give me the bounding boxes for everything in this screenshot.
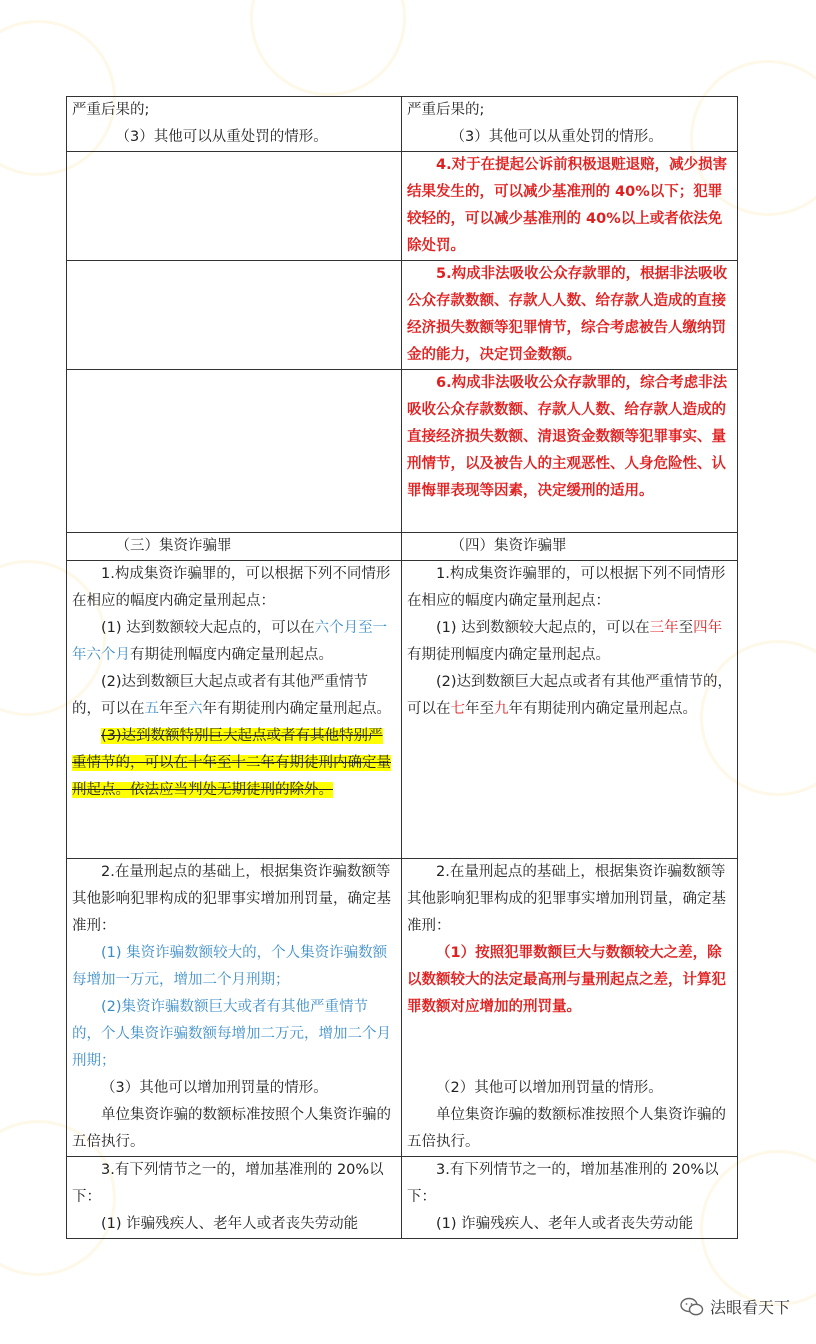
footer-account [680, 1295, 790, 1318]
text-span: 有期徒刑幅度内确定量刑起点。 [130, 647, 333, 663]
text-span: (1) 达到数额较大起点的，可以在 [101, 620, 315, 636]
text-paragraph: 1.构成集资诈骗罪的，可以根据下列不同情形在相应的幅度内确定量刑起点： [407, 566, 726, 609]
right-cell [402, 859, 738, 1157]
right-cell [402, 261, 738, 370]
text-span: 年有期徒刑内确定量刑起点。 [508, 701, 697, 717]
text-paragraph: (1) 诈骗残疾人、老年人或者丧失劳动能 [436, 1216, 694, 1232]
text-paragraph: 3.有下列情节之一的，增加基准刑的 20%以下： [407, 1162, 719, 1205]
added-text: 三年 [649, 620, 679, 636]
deleted-text: (3)达到数额特别巨大起点或者有其他特别严重情节的，可以在十年至十二年有期徒刑内确定量刑起点。依法应当判处无期徒刑的除外。 [72, 728, 391, 798]
text-line: 严重后果的; [72, 102, 150, 118]
changed-paragraph: (1) 集资诈骗数额较大的，个人集资诈骗数额每增加一万元，增加二个月刑期； [72, 945, 388, 988]
left-cell [67, 1157, 402, 1239]
right-cell [402, 152, 738, 261]
wechat-icon [680, 1297, 704, 1317]
right-cell [402, 370, 738, 533]
right-cell [402, 561, 738, 859]
right-cell [402, 97, 738, 152]
text-paragraph: 2.在量刑起点的基础上，根据集资诈骗数额等其他影响犯罪构成的犯罪事实增加刑罚量，确定基准刑： [407, 864, 726, 934]
table-row [67, 370, 738, 533]
blank-line [407, 1048, 733, 1075]
text-paragraph: 单位集资诈骗的数额标准按照个人集资诈骗的五倍执行。 [407, 1107, 726, 1150]
text-paragraph: 3.有下列情节之一的，增加基准刑的 20%以下： [72, 1162, 384, 1205]
text-span: (1) 达到数额较大起点的，可以在 [436, 620, 650, 636]
added-text: 四年 [693, 620, 723, 636]
text-span: (2)达到数额巨大起点或者有其他严重情节的，可以在 [407, 674, 733, 717]
table-row [67, 261, 738, 370]
blank-line [407, 1021, 733, 1048]
added-paragraph: 6.构成非法吸收公众存款罪的，综合考虑非法吸收公众存款数额、存款人人数、给存款人造成的直接经济损失数额、清退资金数额等犯罪事实、量刑情节，以及被告人的主观恶性、人身危险性、认罪悔罪表现等因素，决定缓刑的适用。 [407, 375, 728, 499]
added-text: 九 [494, 701, 509, 717]
right-cell [402, 1157, 738, 1239]
changed-text: 五 [144, 701, 159, 717]
text-span: 年至 [159, 701, 188, 717]
table-row [67, 152, 738, 261]
left-cell [67, 97, 402, 152]
changed-text: 六 [188, 701, 203, 717]
text-span: (2)达到数额巨大起点或者有其他严重情节的，可以在 [72, 674, 369, 717]
text-line: （3）其他可以从重处罚的情形。 [115, 129, 328, 145]
text-paragraph: 1.构成集资诈骗罪的，可以根据下列不同情形在相应的幅度内确定量刑起点： [72, 566, 391, 609]
text-line: （3）其他可以从重处罚的情形。 [450, 129, 663, 145]
text-line: 严重后果的; [407, 102, 485, 118]
text-paragraph: 2.在量刑起点的基础上，根据集资诈骗数额等其他影响犯罪构成的犯罪事实增加刑罚量，确定基准刑： [72, 864, 391, 934]
text-paragraph: (1) 诈骗残疾人、老年人或者丧失劳动能 [101, 1216, 359, 1232]
text-paragraph: 单位集资诈骗的数额标准按照个人集资诈骗的五倍执行。 [72, 1107, 391, 1150]
table-row [67, 859, 738, 1157]
text-span: 有期徒刑幅度内确定量刑起点。 [407, 647, 610, 663]
added-paragraph: （1）按照犯罪数额巨大与数额较大之差，除以数额较大的法定最高刑与量刑起点之差，计算犯罪数额对应增加的刑罚量。 [407, 945, 726, 1015]
table-row [67, 1157, 738, 1239]
watermark [250, 0, 406, 96]
added-paragraph: 4.对于在提起公诉前积极退赃退赔，减少损害结果发生的，可以减少基准刑的 40%以下；犯罪较轻的，可以减少基准刑的 40%以上或者依法免除处罚。 [407, 157, 728, 254]
added-text: 七 [450, 701, 465, 717]
left-cell [67, 261, 402, 370]
text-paragraph: （3）其他可以增加刑罚量的情形。 [101, 1080, 328, 1096]
section-heading: （三）集资诈骗罪 [115, 538, 232, 554]
left-cell [67, 533, 402, 561]
text-span: 年至 [465, 701, 494, 717]
left-cell [67, 152, 402, 261]
right-cell [402, 533, 738, 561]
table-row [67, 97, 738, 152]
left-cell [67, 859, 402, 1157]
table-row [67, 561, 738, 859]
account-name: 法眼看天下 [709, 1298, 790, 1317]
left-cell [67, 370, 402, 533]
changed-paragraph: (2)集资诈骗数额巨大或者有其他严重情节的，个人集资诈骗数额每增加二万元，增加二个月刑期； [72, 999, 391, 1069]
text-paragraph: （2）其他可以增加刑罚量的情形。 [436, 1080, 663, 1096]
comparison-table [66, 96, 738, 1239]
changed-text: 六个月至一年六个月 [72, 620, 388, 663]
text-span: 至 [678, 620, 694, 636]
table-row [67, 533, 738, 561]
text-span: 年有期徒刑内确定量刑起点。 [202, 701, 391, 717]
section-heading: （四）集资诈骗罪 [450, 538, 567, 554]
left-cell [67, 561, 402, 859]
added-paragraph: 5.构成非法吸收公众存款罪的，根据非法吸收公众存款数额、存款人人数、给存款人造成的直接经济损失数额等犯罪情节，综合考虑被告人缴纳罚金的能力，决定罚金数额。 [407, 266, 728, 363]
